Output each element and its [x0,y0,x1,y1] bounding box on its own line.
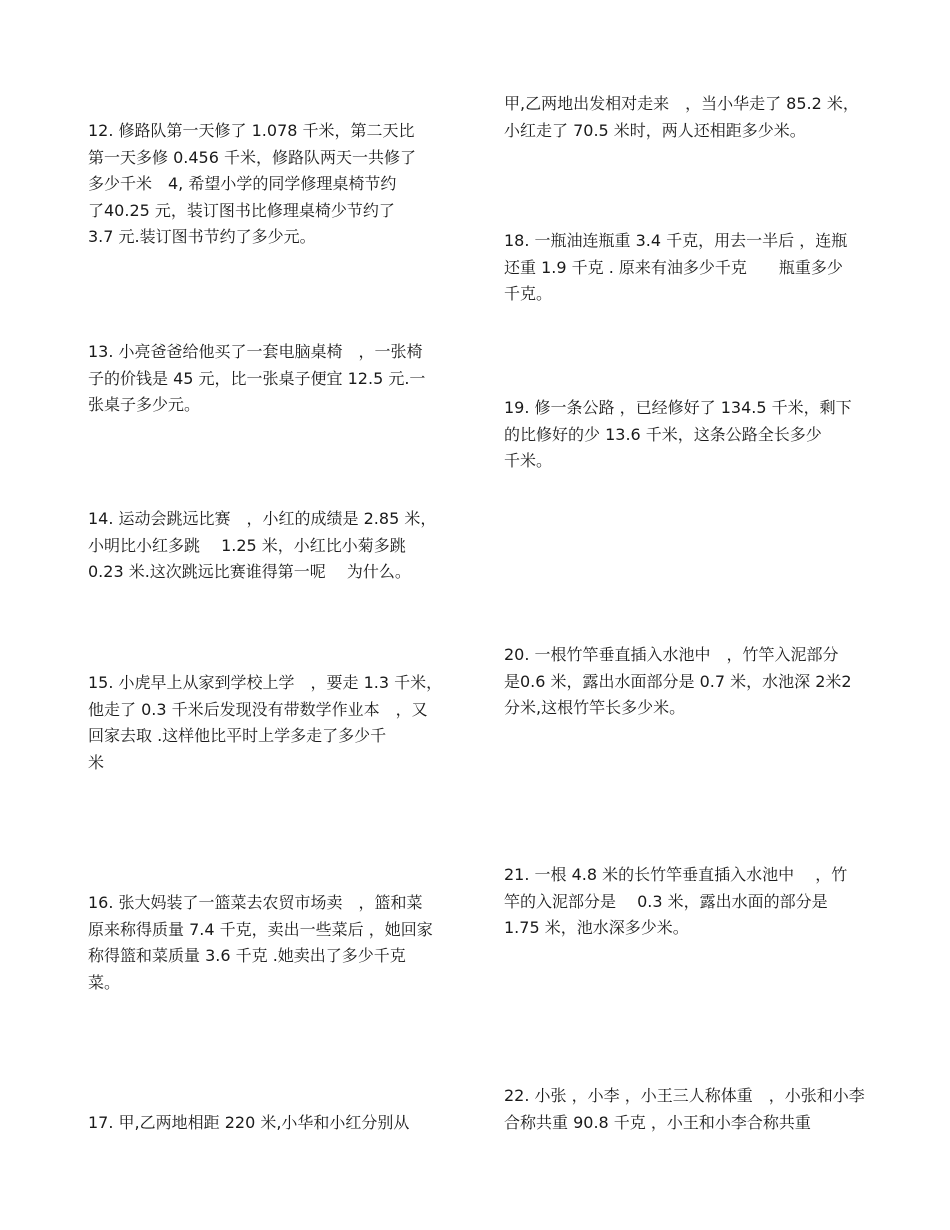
problem-line: 是0.6 米，露出水面部分是 0.7 米，水池深 2米2 [504,671,852,691]
problem-line: 16. 张大妈装了一篮菜去农贸市场卖 ，篮和菜 [88,893,423,912]
problem-line: 分米,这根竹竿长多少米。 [504,698,686,717]
problem-line: 13. 小亮爸爸给他买了一套电脑桌椅 ，一张椅 [88,342,423,361]
problem-line: 张桌子多少元。 [88,395,201,414]
problem-line: 多少千米 4, 希望小学的同学修理桌椅节约 [88,174,397,193]
problem-15 [88,670,458,776]
problem-line: 21. 一根 4.8 米的长竹竿垂直插入水池中 ，竹 [504,865,848,884]
problem-17-continued [504,91,874,144]
problem-line: 称得篮和菜质量 3.6 千克 .她卖出了多少千克 [88,946,406,965]
problem-line: 22. 小张 ，小李 ，小王三人称体重 ，小张和小李 [504,1086,865,1105]
problem-line: 子的价钱是 45 元，比一张桌子便宜 12.5 元.一 [88,368,426,388]
problem-line: 米 [88,752,105,772]
problem-line: 他走了 0.3 千米后发现没有带数学作业本 ，又 [88,699,428,719]
problem-20 [504,642,874,722]
problem-line: 12. 修路队第一天修了 1.078 千米，第二天比 [88,121,415,140]
problem-line: 15. 小虎早上从家到学校上学 ，要走 1.3 千米， [88,673,443,692]
problem-line: 19. 修一条公路 ，已经修好了 134.5 千米，剩下 [504,398,852,417]
problem-line: 合称共重 90.8 千克 ，小王和小李合称共重 [504,1112,811,1132]
problem-line: 0.23 米.这次跳远比赛谁得第一呢 为什么。 [88,562,411,581]
problem-line: 第一天多修 0.456 千米，修路队两天一共修了 [88,147,416,167]
problem-line: 1.75 米，池水深多少米。 [504,918,689,937]
problem-line: 千米。 [504,451,553,470]
problem-line: 的比修好的少 13.6 千米，这条公路全长多少 [504,424,822,444]
problem-line: 小明比小红多跳 1.25 米，小红比小菊多跳 [88,535,406,555]
problem-line: 18. 一瓶油连瓶重 3.4 千克，用去一半后 ，连瓶 [504,231,848,250]
problem-22 [504,1083,874,1136]
problem-line: 17. 甲,乙两地相距 220 米,小华和小红分别从 [88,1113,410,1132]
problem-line: 3.7 元.装订图书节约了多少元。 [88,227,316,246]
problem-line: 了40.25 元，装订图书比修理桌椅少节约了 [88,200,395,220]
problem-16 [88,890,458,996]
problem-line: 14. 运动会跳远比赛 ，小红的成绩是 2.85 米， [88,509,437,528]
problem-line: 甲,乙两地出发相对走来 ，当小华走了 85.2 米， [504,94,859,113]
problem-line: 千克。 [504,284,553,303]
problem-line: 菜。 [88,972,121,992]
problem-line: 20. 一根竹竿垂直插入水池中 ，竹竿入泥部分 [504,645,839,664]
problem-12 [88,118,458,251]
problem-line: 小红走了 70.5 米时，两人还相距多少米。 [504,120,806,140]
problem-19 [504,395,874,475]
problem-14 [88,506,458,586]
problem-17 [88,1110,458,1137]
problem-line: 竿的入泥部分是 0.3 米，露出水面的部分是 [504,891,828,911]
problem-line: 原来称得质量 7.4 千克，卖出一些菜后 ，她回家 [88,919,433,939]
problem-13 [88,339,458,419]
problem-21 [504,862,874,942]
problem-18 [504,228,874,308]
problem-line: 还重 1.9 千克 . 原来有油多少千克 瓶重多少 [504,257,843,277]
problem-line: 回家去取 .这样他比平时上学多走了多少千 [88,726,387,745]
